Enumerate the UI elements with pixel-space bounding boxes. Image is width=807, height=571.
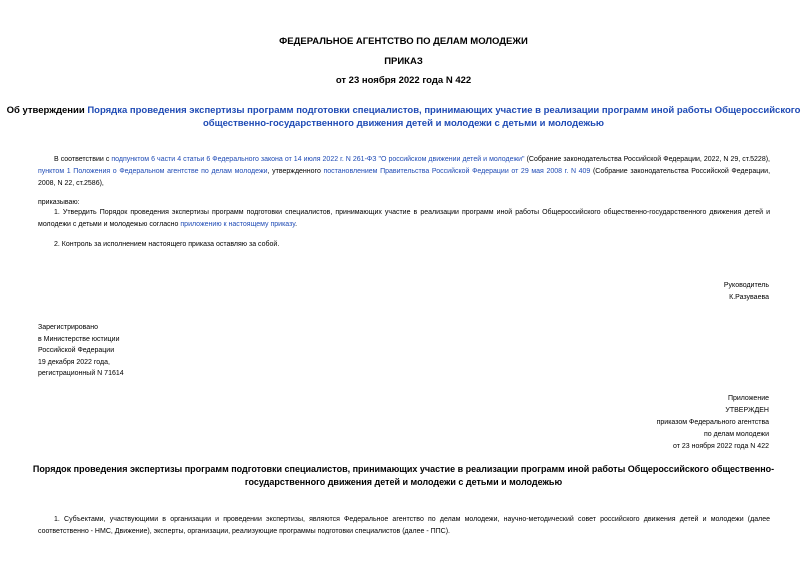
registration-line: в Министерстве юстиции bbox=[38, 335, 120, 343]
signature-name: К.Разуваева bbox=[729, 294, 769, 301]
paragraph-item-2: 2. Контроль за исполнением настоящего приказа оставляю за собой. bbox=[54, 241, 280, 248]
paragraph-order-word: приказываю: bbox=[38, 199, 80, 206]
document-title bbox=[0, 104, 807, 130]
registration-line: Зарегистрировано bbox=[38, 324, 98, 331]
registration-line: Российской Федерации bbox=[38, 347, 115, 354]
agency-heading: ФЕДЕРАЛЬНОЕ АГЕНТСТВО ПО ДЕЛАМ МОЛОДЕЖИ bbox=[279, 36, 528, 47]
appendix-line: Приложение bbox=[727, 395, 769, 402]
doc-type-heading: ПРИКАЗ bbox=[384, 56, 423, 67]
para1-text-2: (Собрание законодательства Российской Федерации, 2022, N 29, ст.5228), bbox=[524, 156, 770, 163]
para3-text-2: . bbox=[295, 221, 298, 228]
para1-text-4: (Собрание законодательства Российской Федерации, 2008, N 22, ст.2586), bbox=[38, 168, 771, 187]
para1-text-1: В соответствии с bbox=[54, 156, 112, 163]
order-title: Порядок проведения экспертизы программ подготовки специалистов, принимающих участие в реализации программ иной работы Общероссийского общественно-государственного движения детей и молодежи с детьми и молодежью bbox=[32, 464, 775, 487]
title-link[interactable]: Порядка проведения экспертизы программ подготовки специалистов, принимающих участие в реализации программ иной работы Общероссийского общественно-государственного движения детей и молодежи с детьми и молодежью bbox=[87, 105, 801, 129]
paragraph-item-1 bbox=[38, 207, 770, 231]
appendix-line: УТВЕРЖДЕН bbox=[725, 407, 769, 414]
paragraph-basis bbox=[38, 154, 770, 190]
para1-text-3: , утвержденного bbox=[267, 168, 324, 175]
paragraph-subjects: 1. Субъектами, участвующими в организации и проведении экспертизы, являются Федеральное агентство по делам молодежи, научно-методический совет российского движения детей и молодежи (далее соответственно - НМС, Движение), эксперты, организации, реализующие программы подготовки специалистов (далее - ППС). bbox=[38, 516, 770, 535]
appendix-line: приказом Федерального агентства bbox=[656, 419, 769, 426]
signature-block bbox=[724, 280, 769, 304]
para3-text-1: 1. Утвердить Порядок проведения экспертизы программ подготовки специалистов, принимающих участие в реализации программ иной работы Общероссийского общественно-государственного движения детей и молодежи с детьми и молодежью согласно bbox=[38, 209, 770, 228]
appendix-line: от 23 ноября 2022 года N 422 bbox=[673, 443, 769, 450]
date-number-heading: от 23 ноября 2022 года N 422 bbox=[335, 75, 472, 86]
appendix-link[interactable]: приложению к настоящему приказу bbox=[180, 221, 296, 228]
signature-position: Руководитель bbox=[723, 282, 769, 289]
registration-line: 19 декабря 2022 года, bbox=[38, 358, 110, 366]
registration-line: регистрационный N 71614 bbox=[38, 370, 124, 377]
registration-block bbox=[38, 322, 124, 380]
law-link[interactable]: подпунктом 6 части 4 статьи 6 Федерального закона от 14 июля 2022 г. N 261-ФЗ "О российском движении детей и молодежи" bbox=[111, 156, 525, 163]
resolution-link[interactable]: постановлением Правительства Российской Федерации от 29 мая 2008 г. N 409 bbox=[323, 168, 591, 175]
regulation-link[interactable]: пунктом 1 Положения о Федеральном агентстве по делам молодежи bbox=[38, 168, 268, 175]
title-prefix: Об утверждении bbox=[6, 105, 88, 116]
appendix-line: по делам молодежи bbox=[703, 431, 769, 438]
appendix-block bbox=[657, 393, 769, 453]
